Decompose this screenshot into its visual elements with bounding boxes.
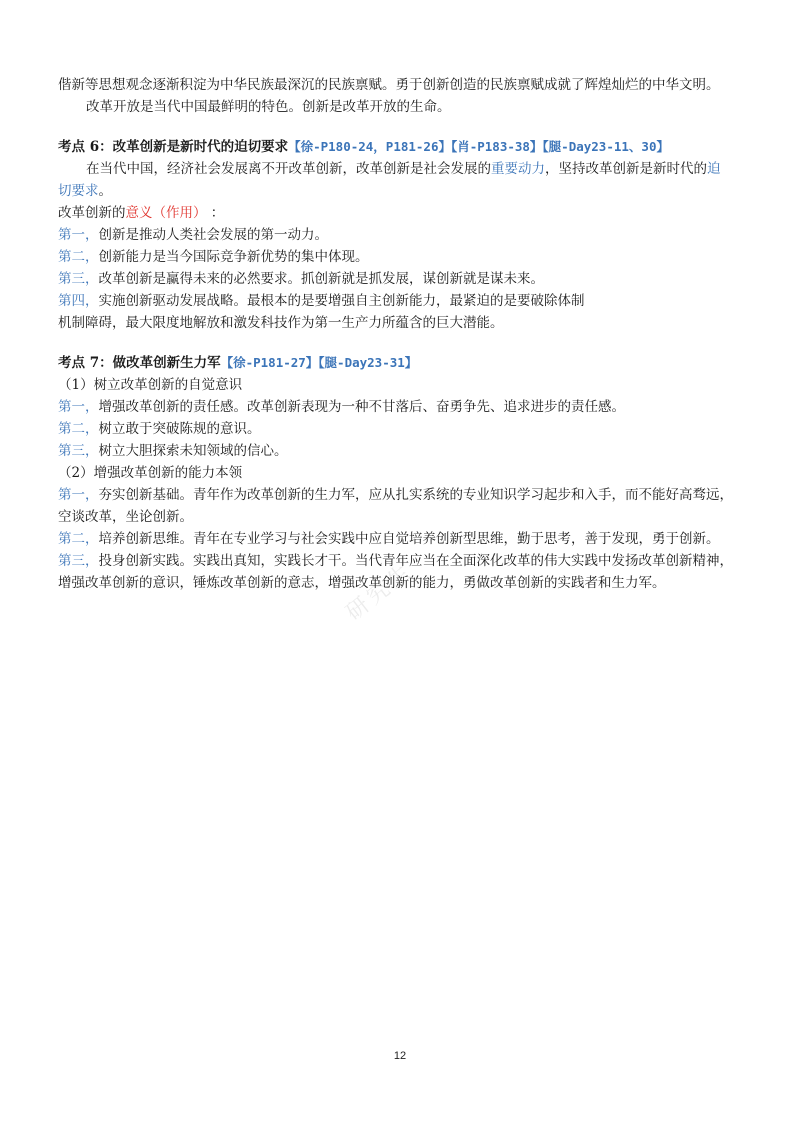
point-label: 第二，: [58, 421, 99, 437]
point-text: 夯实创新基础。青年作为改革创新的生力军，应从扎实系统的专业知识学习起步和入手，而不能好高骛远，空谈改革，坐论创新。: [58, 487, 733, 525]
section-6-meaning-heading: [58, 202, 742, 224]
page-number: 12: [393, 1050, 407, 1062]
point-text: 培养创新思维。青年在专业学习与社会实践中应自觉培养创新型思维，勤于思考，善于发现，勇于创新。: [98, 531, 720, 547]
section-7-sub1-point-3: [58, 440, 742, 462]
section-6-para-text-c: 。: [98, 183, 112, 199]
section-6-point-4-continued: 机制障碍，最大限度地解放和激发科技作为第一生产力所蕴含的巨大潜能。: [58, 315, 504, 331]
section-7-subheading-1: （1）树立改革创新的自觉意识: [58, 377, 243, 393]
point-label: 第二，: [58, 249, 99, 265]
section-6-emphasis-driving-force: 重要动力: [491, 161, 545, 177]
point-text: 实施创新驱动发展战略。最根本的是要增强自主创新能力，最紧迫的是要破除体制: [98, 293, 585, 309]
section-7-title: 考点 7：做改革创新生力军: [58, 355, 221, 371]
meaning-suffix: ：: [206, 205, 225, 221]
section-6-emphasis-urgent-part2: 切要求: [58, 183, 99, 199]
meaning-prefix: 改革创新的: [58, 205, 126, 221]
section-7-heading: [58, 352, 742, 374]
section-7-sub2-point-2: [58, 528, 742, 550]
section-6-title: 考点 6：改革创新是新时代的迫切要求: [58, 139, 289, 155]
point-text: 改革创新是赢得未来的必然要求。抓创新就是抓发展，谋创新就是谋未来。: [98, 271, 544, 287]
section-7-subheading-2: （2）增强改革创新的能力本领: [58, 465, 243, 481]
section-6-paragraph-line-1: [58, 158, 742, 180]
intro-line-1: 偕新等思想观念逐渐积淀为中华民族最深沉的民族禀赋。勇于创新创造的民族禀赋成就了辉煌灿烂的中华文明。: [58, 77, 720, 93]
section-6-heading: [58, 136, 742, 158]
section-6-point-1: [58, 224, 742, 246]
point-label: 第一，: [58, 487, 99, 503]
point-text: 树立敢于突破陈规的意识。: [98, 421, 261, 437]
point-label: 第四，: [58, 293, 99, 309]
section-7-sub2-point-1: [58, 484, 742, 528]
point-label: 第三，: [58, 271, 99, 287]
section-7-sub1-point-2: [58, 418, 742, 440]
section-6-point-2: [58, 246, 742, 268]
meaning-emphasis: 意义（作用）: [125, 205, 207, 221]
section-6-para-text-b: ，坚持改革创新是新时代的: [545, 161, 707, 177]
page-content: [58, 74, 742, 594]
point-text: 创新能力是当今国际竞争新优势的集中体现。: [98, 249, 369, 265]
point-text: 增强改革创新的责任感。改革创新表现为一种不甘落后、奋勇争先、追求进步的责任感。: [98, 399, 625, 415]
section-7-sub1-point-1: [58, 396, 742, 418]
section-6-emphasis-urgent-part1: 迫: [707, 161, 721, 177]
section-6-point-3: [58, 268, 742, 290]
section-6-paragraph-line-2: [58, 180, 742, 202]
section-6-point-4: [58, 290, 742, 312]
point-text: 树立大胆探索未知领域的信心。: [98, 443, 288, 459]
section-7-refs: 【徐-P181-27】【腿-Day23-31】: [220, 355, 418, 370]
section-6-refs: 【徐-P180-24，P181-26】【肖-P183-38】【腿-Day23-11、30】: [288, 139, 669, 154]
section-6-para-text-a: 在当代中国，经济社会发展离不开改革创新，改革创新是社会发展的: [86, 161, 491, 177]
watermark: 研究生: [341, 558, 419, 626]
point-text: 投身创新实践。实践出真知，实践长才干。当代青年应当在全面深化改革的伟大实践中发扬改革创新精神，增强改革创新的意识，锤炼改革创新的意志，增强改革创新的能力，勇做改革创新的实践者和生力军。: [58, 553, 733, 591]
point-text: 创新是推动人类社会发展的第一动力。: [98, 227, 328, 243]
intro-line-2: 改革开放是当代中国最鲜明的特色。创新是改革开放的生命。: [86, 99, 451, 115]
point-label: 第一，: [58, 399, 99, 415]
point-label: 第三，: [58, 443, 99, 459]
point-label: 第二，: [58, 531, 99, 547]
point-label: 第三，: [58, 553, 99, 569]
point-label: 第一，: [58, 227, 99, 243]
